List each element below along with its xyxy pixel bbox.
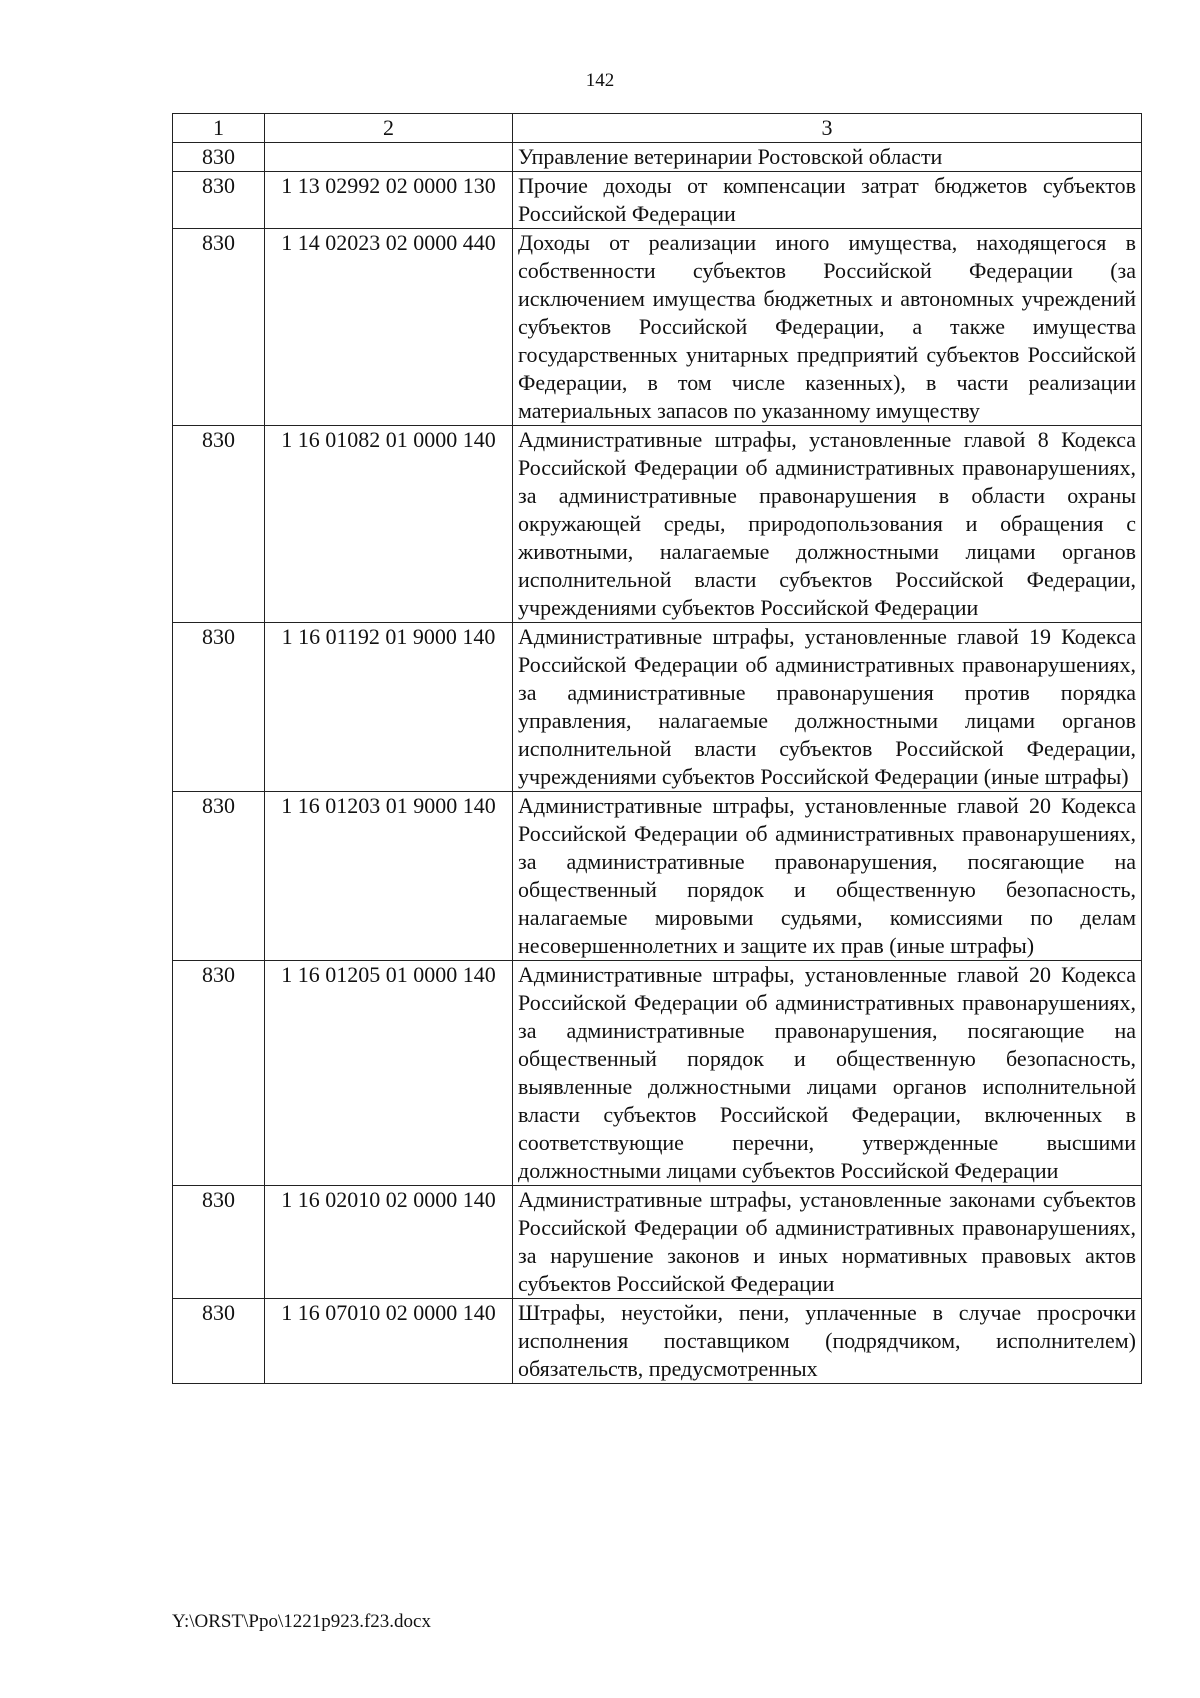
table-row (173, 623, 1142, 792)
page-number: 142 (585, 70, 615, 91)
budget-code-cell: 1 16 01082 01 0000 140 (265, 426, 513, 623)
description-cell: Штрафы, неустойки, пени, уплаченные в случае просрочки исполнения поставщиком (подрядчиком, исполнителем) обязательств, предусмотренных (513, 1299, 1142, 1384)
admin-code-cell: 830 (173, 1299, 265, 1384)
description-cell: Административные штрафы, установленные главой 8 Кодекса Российской Федерации об административных правонарушениях, за административные правонарушения в области охраны окружающей среды, природопользования и обращения с животными, налагаемые должностными лицами органов исполнительной власти субъектов Российской Федерации, учреждениями субъектов Российской Федерации (513, 426, 1142, 623)
column-header-3: 3 (513, 114, 1142, 143)
budget-code-cell: 1 16 02010 02 0000 140 (265, 1186, 513, 1299)
admin-code-cell: 830 (173, 1186, 265, 1299)
table-header-row (173, 114, 1142, 143)
budget-code-cell: 1 16 01205 01 0000 140 (265, 961, 513, 1186)
description-cell: Прочие доходы от компенсации затрат бюджетов субъектов Российской Федерации (513, 172, 1142, 229)
admin-code-cell: 830 (173, 623, 265, 792)
table-row (173, 792, 1142, 961)
budget-code-cell: 1 14 02023 02 0000 440 (265, 229, 513, 426)
table-row (173, 426, 1142, 623)
budget-code-cell: 1 16 07010 02 0000 140 (265, 1299, 513, 1384)
table-row (173, 1299, 1142, 1384)
table-row (173, 961, 1142, 1186)
table-row (173, 229, 1142, 426)
admin-code-cell: 830 (173, 143, 265, 172)
budget-code-cell: 1 13 02992 02 0000 130 (265, 172, 513, 229)
description-cell: Административные штрафы, установленные главой 19 Кодекса Российской Федерации об административных правонарушениях, за административные правонарушения против порядка управления, налагаемые должностными лицами органов исполнительной власти субъектов Российской Федерации, учреждениями субъектов Российской Федерации (иные штрафы) (513, 623, 1142, 792)
description-cell: Административные штрафы, установленные главой 20 Кодекса Российской Федерации об административных правонарушениях, за административные правонарушения, посягающие на общественный порядок и общественную безопасность, выявленные должностными лицами органов исполнительной власти субъектов Российской Федерации, включенных в соответствующие перечни, утвержденные высшими должностными лицами субъектов Российской Федерации (513, 961, 1142, 1186)
column-header-1: 1 (173, 114, 265, 143)
budget-revenue-table (172, 113, 1142, 1384)
table-row (173, 172, 1142, 229)
table-row (173, 1186, 1142, 1299)
admin-code-cell: 830 (173, 426, 265, 623)
description-cell: Управление ветеринарии Ростовской области (513, 143, 1142, 172)
admin-code-cell: 830 (173, 172, 265, 229)
document-file-path: Y:\ORST\Ppo\1221p923.f23.docx (172, 1611, 431, 1632)
description-cell: Административные штрафы, установленные главой 20 Кодекса Российской Федерации об административных правонарушениях, за административные правонарушения, посягающие на общественный порядок и общественную безопасность, налагаемые мировыми судьями, комиссиями по делам несовершеннолетних и защите их прав (иные штрафы) (513, 792, 1142, 961)
budget-code-cell (265, 143, 513, 172)
table-row (173, 143, 1142, 172)
admin-code-cell: 830 (173, 792, 265, 961)
description-cell: Доходы от реализации иного имущества, находящегося в собственности субъектов Российской Федерации (за исключением имущества бюджетных и автономных учреждений субъектов Российской Федерации, а также имущества государственных унитарных предприятий субъектов Российской Федерации, в том числе казенных), в части реализации материальных запасов по указанному имуществу (513, 229, 1142, 426)
admin-code-cell: 830 (173, 961, 265, 1186)
description-cell: Административные штрафы, установленные законами субъектов Российской Федерации об административных правонарушениях, за нарушение законов и иных нормативных правовых актов субъектов Российской Федерации (513, 1186, 1142, 1299)
budget-code-cell: 1 16 01203 01 9000 140 (265, 792, 513, 961)
admin-code-cell: 830 (173, 229, 265, 426)
column-header-2: 2 (265, 114, 513, 143)
budget-code-cell: 1 16 01192 01 9000 140 (265, 623, 513, 792)
